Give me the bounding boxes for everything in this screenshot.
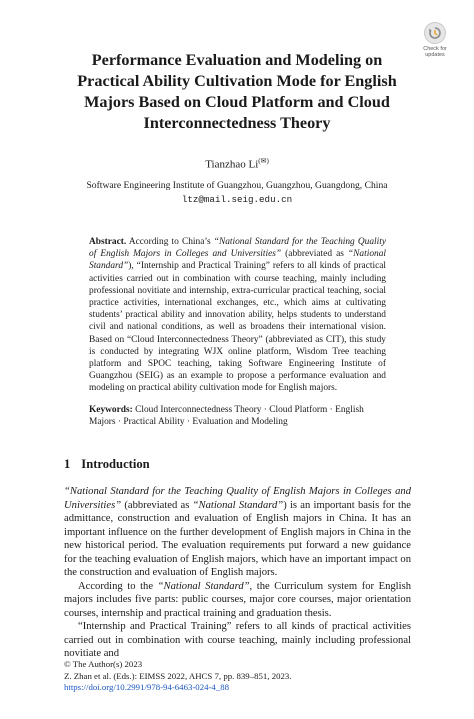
- paragraph-1: [64, 485, 411, 580]
- p1-italic-2: “National Standard”: [192, 499, 284, 511]
- p1-italic-1: “National Standard for the Teaching Quality of English Majors in Colleges and Universities”: [64, 486, 411, 511]
- affiliation: Software Engineering Institute of Guangzhou, Guangzhou, Guangdong, China: [86, 180, 388, 191]
- abstract: [89, 236, 386, 395]
- section-title: Introduction: [81, 457, 150, 471]
- check-for-updates-badge[interactable]: [418, 22, 452, 58]
- p2-italic-1: “National Standard”: [157, 580, 250, 592]
- abstract-label: Abstract.: [89, 237, 127, 247]
- author-email[interactable]: ltz@mail.seig.edu.cn: [181, 194, 293, 205]
- p2-text-1: According to the: [78, 580, 158, 592]
- author-name: Tianzhao Li: [205, 158, 259, 171]
- keywords-text: Cloud Interconnectedness Theory · Cloud Platform · English Majors · Practical Ability · Evaluation and Modeling: [89, 405, 364, 428]
- keywords: [89, 404, 386, 428]
- author-line: [0, 157, 474, 171]
- keywords-label: Keywords:: [89, 405, 133, 415]
- check-updates-icon: [424, 22, 446, 44]
- paragraph-3: “Internship and Practical Training” refers to all kinds of practical activities carried out in combination with course teaching, mainly including professional novitiate and: [64, 621, 411, 659]
- p2-text-2: , the Curriculum system for English majors includes five parts: public courses, major core courses, major orientation courses, internship and practical training and graduation thesis.: [64, 580, 411, 619]
- paper-title: Performance Evaluation and Modeling on Practical Ability Cultivation Mode for English Majors Based on Cloud Platform and Cloud Interconnectedness Theory: [77, 51, 397, 132]
- badge-line-1: Check for: [423, 46, 447, 52]
- copyright: © The Author(s) 2023: [64, 659, 143, 669]
- badge-line-2: updates: [425, 52, 445, 58]
- abstract-text-1: According to China’s: [126, 237, 214, 247]
- abstract-italic-1: “National Standard for the Teaching Quality of English Majors in Colleges and Universities”: [89, 237, 386, 260]
- citation: Z. Zhan et al. (Eds.): EIMSS 2022, AHCS 7, pp. 839–851, 2023.: [64, 670, 292, 681]
- abstract-text-3: ), “Internship and Practical Training” refers to all kinds of practical activities carried out in combination with course teaching, mainly including professional novitiate and internship, extra-curricular practical teaching, social practice activities, international exchanges, etc., which aims at cultivating students’ practical ability and innovation ability, helps students to understand civil and national conditions, as well as broadens their international vision. Based on “Cloud Interconnectedness Theory” (abbreviated as CIT), this study is conducted by integrating WJX online platform, Wisdom Tree teaching platform and SPOC teaching, taking Software Engineering Institute of Guangzhou (SEIG) as an example to propose a performance evaluation and modeling on practical ability cultivation mode for English majors.: [89, 261, 386, 394]
- abstract-italic-2: “National Standard”: [89, 249, 386, 272]
- envelope-icon[interactable]: (✉): [258, 157, 269, 165]
- paragraph-2: [64, 580, 411, 621]
- p1-text-1: (abbreviated as: [121, 499, 193, 511]
- p1-text-2: ) is an important basis for the admittance, construction and evaluation of English majors in China. It has an important influence on the further development of English majors in China in the new historical period. The evaluation requirements put forward a new guidance for the teaching evaluation of English majors, which have an important impact on the construction and evaluation of English majors.: [64, 499, 411, 578]
- section-body: [64, 485, 411, 661]
- footer: [64, 659, 411, 694]
- section-number: 1: [64, 457, 71, 471]
- doi-link[interactable]: https://doi.org/10.2991/978-94-6463-024-4_88: [64, 682, 230, 692]
- abstract-text-2: (abbreviated as: [281, 249, 348, 260]
- section-heading: [64, 457, 150, 472]
